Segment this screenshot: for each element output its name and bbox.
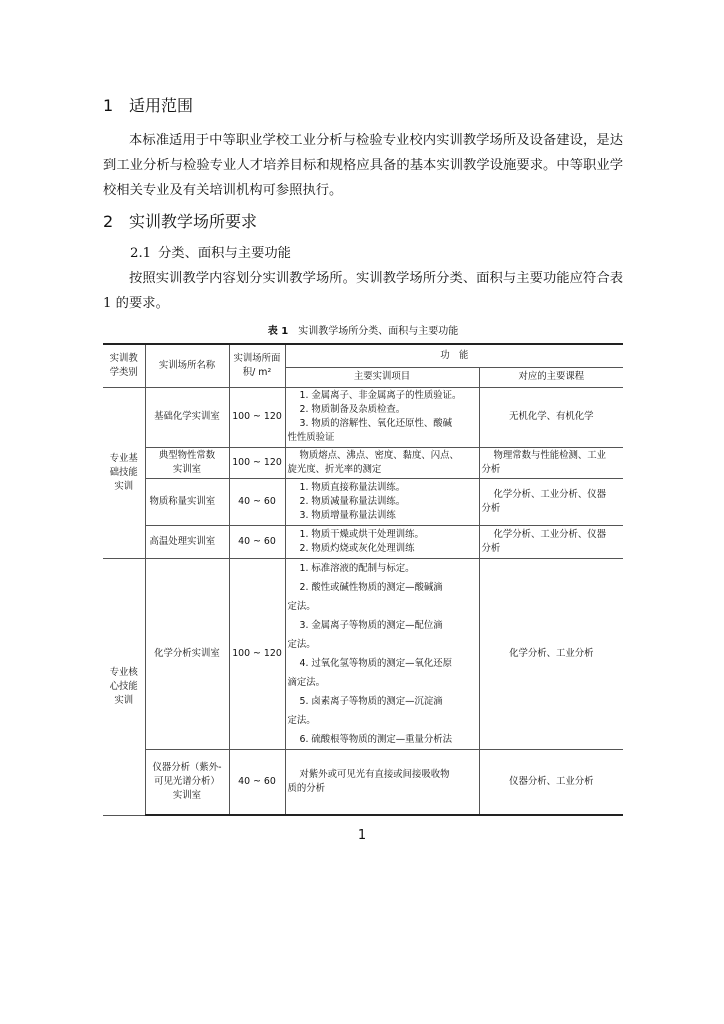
facility-items: 1. 物质直接称量法训练。 2. 物质减量称量法训练。 3. 物质增量称量法训练: [285, 478, 479, 525]
facility-table: [103, 343, 623, 816]
header-courses: 对应的主要课程: [479, 367, 623, 387]
header-items: 主要实训项目: [285, 367, 479, 387]
section-2-title: 实训教学场所要求: [129, 212, 258, 231]
table-header-row: [103, 344, 623, 367]
facility-area: 40 ~ 60: [229, 525, 285, 558]
table-row: [103, 387, 623, 447]
section-1-paragraph: 本标准适用于中等职业学校工业分析与检验专业校内实训教学场所及设备建设，是达到工业分析与检验专业人才培养目标和规格应具备的基本实训教学设施要求。中等职业学校相关专业及有关培训机构可参照执行。: [103, 133, 623, 198]
page-number: 1: [357, 828, 367, 843]
facility-items: 对紫外或可见光有直接或间接吸收物 质的分析: [285, 749, 479, 815]
subsection-2-1-heading: [130, 244, 291, 264]
category-cell: 专业基 础技能 实训: [103, 387, 145, 558]
section-1-number: 1: [103, 96, 114, 115]
facility-area: 100 ~ 120: [229, 387, 285, 447]
table-caption-tag: 表 1: [267, 326, 289, 337]
facility-items: 物质熔点、沸点、密度、黏度、闪点、 旋光度、折光率的测定: [285, 447, 479, 478]
header-area: 实训场所面 积/ m²: [229, 344, 285, 387]
facility-courses: 化学分析、工业分析、仪器 分析: [479, 525, 623, 558]
facility-name: 基础化学实训室: [145, 387, 229, 447]
section-2-paragraph: 按照实训教学内容划分实训教学场所。实训教学场所分类、面积与主要功能应符合表 1 的要求。: [103, 271, 623, 311]
facility-name: 典型物性常数 实训室: [145, 447, 229, 478]
facility-area: 40 ~ 60: [229, 478, 285, 525]
facility-courses: 无机化学、有机化学: [479, 387, 623, 447]
table-row: [103, 749, 623, 815]
section-1-title: 适用范围: [129, 96, 194, 115]
facility-area: 100 ~ 120: [229, 447, 285, 478]
facility-courses: 仪器分析、工业分析: [479, 749, 623, 815]
facility-courses: 化学分析、工业分析、仪器 分析: [479, 478, 623, 525]
table-row: [103, 558, 623, 749]
header-function: 功 能: [285, 344, 623, 367]
facility-items: 1. 金属离子、非金属离子的性质验证。 2. 物质制备及杂质检查。 3. 物质的溶解性、氧化还原性、酸碱 性性质验证: [285, 387, 479, 447]
facility-area: 40 ~ 60: [229, 749, 285, 815]
header-category: 实训教 学类别: [103, 344, 145, 387]
facility-name: 化学分析实训室: [145, 558, 229, 749]
subsection-2-1-number: 2.1: [130, 246, 152, 261]
subsection-2-1-title: 分类、面积与主要功能: [158, 246, 291, 261]
facility-name: 仪器分析（紫外- 可见光谱分析） 实训室: [145, 749, 229, 815]
section-1-heading: [103, 96, 193, 116]
facility-name: 高温处理实训室: [145, 525, 229, 558]
facility-name: 物质称量实训室: [145, 478, 229, 525]
header-name: 实训场所名称: [145, 344, 229, 387]
table-row: [103, 478, 623, 525]
category-cell: 专业核 心技能 实训: [103, 558, 145, 815]
section-2-number: 2: [103, 212, 114, 231]
section-2-heading: [103, 212, 257, 232]
table-caption: [103, 325, 623, 339]
facility-courses: 物理常数与性能检测、工业 分析: [479, 447, 623, 478]
facility-area: 100 ~ 120: [229, 558, 285, 749]
table-row: [103, 525, 623, 558]
facility-items: 1. 标准溶液的配制与标定。 2. 酸性或碱性物质的测定—酸碱滴 定法。 3. 金属离子等物质的测定—配位滴 定法。 4. 过氧化氢等物质的测定—氧化还原 滴定法。 5. 卤素离子等物质的测定—沉淀滴 定法。 6. 硫酸根等物质的测定—重量分析法: [285, 558, 479, 749]
facility-courses: 化学分析、工业分析: [479, 558, 623, 749]
facility-items: 1. 物质干燥或烘干处理训练。 2. 物质灼烧或灰化处理训练: [285, 525, 479, 558]
table-caption-text: 实训教学场所分类、面积与主要功能: [298, 326, 459, 337]
table-row: [103, 447, 623, 478]
